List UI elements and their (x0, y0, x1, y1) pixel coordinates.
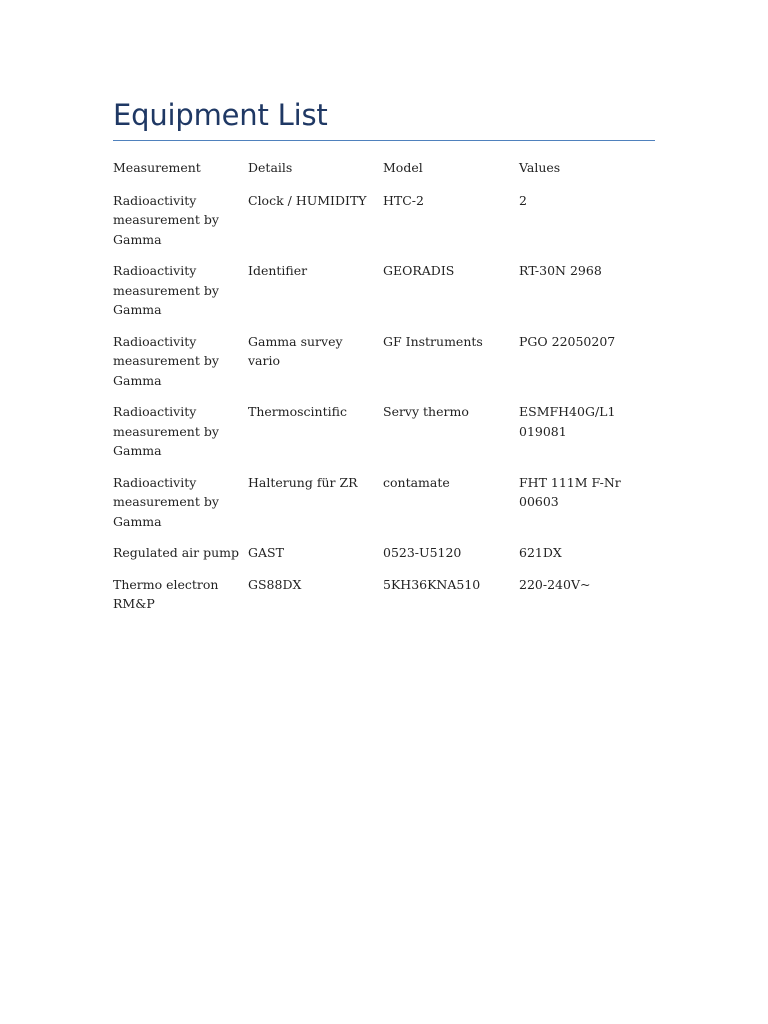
cell-model: contamate (383, 474, 450, 490)
table-row (113, 191, 655, 262)
page-title: Equipment List (113, 98, 328, 132)
cell-details: Identifier (248, 263, 308, 278)
cell-values: 2 (519, 192, 527, 208)
table-row (113, 473, 655, 544)
cell-measurement: Radioactivity measurement by Gamma (113, 263, 219, 317)
cell-details: Gamma survey vario (248, 333, 343, 368)
table-row (113, 543, 655, 575)
cell-measurement: Thermo electron RM&P (113, 576, 219, 611)
cell-values: RT-30N 2968 (519, 263, 602, 278)
cell-model: Servy thermo (383, 404, 469, 419)
cell-details: Halterung für ZR (248, 474, 358, 490)
cell-values: 621DX (519, 545, 562, 560)
cell-measurement: Radioactivity measurement by Gamma (113, 404, 219, 458)
cell-values: PGO 22050207 (519, 333, 616, 349)
cell-details: GS88DX (248, 576, 302, 592)
table-header-row (113, 158, 655, 191)
column-header-measurement: Measurement (113, 160, 201, 175)
cell-details: Clock / HUMIDITY (248, 192, 367, 208)
cell-measurement: Radioactivity measurement by Gamma (113, 192, 219, 247)
column-header-details: Details (248, 160, 293, 175)
equipment-table (113, 158, 655, 626)
cell-details: GAST (248, 545, 284, 560)
table-row (113, 332, 655, 403)
table-row (113, 261, 655, 332)
table-row (113, 402, 655, 473)
cell-details: Thermoscintific (248, 404, 347, 419)
title-underline (113, 140, 655, 141)
cell-values: 220-240V~ (519, 576, 591, 592)
column-header-values: Values (519, 160, 561, 175)
cell-model: HTC-2 (383, 192, 424, 208)
cell-measurement: Regulated air pump (113, 545, 240, 560)
column-header-model: Model (383, 160, 423, 175)
cell-model: 0523-U5120 (383, 545, 462, 560)
cell-model: GEORADIS (383, 263, 455, 278)
document-page (113, 96, 655, 626)
cell-model: 5KH36KNA510 (383, 576, 481, 592)
cell-measurement: Radioactivity measurement by Gamma (113, 474, 219, 529)
cell-values: FHT 111M F-Nr 00603 (519, 474, 621, 509)
table-row (113, 575, 655, 626)
cell-measurement: Radioactivity measurement by Gamma (113, 333, 219, 388)
cell-model: GF Instruments (383, 333, 483, 349)
cell-values: ESMFH40G/L1 019081 (519, 404, 616, 439)
